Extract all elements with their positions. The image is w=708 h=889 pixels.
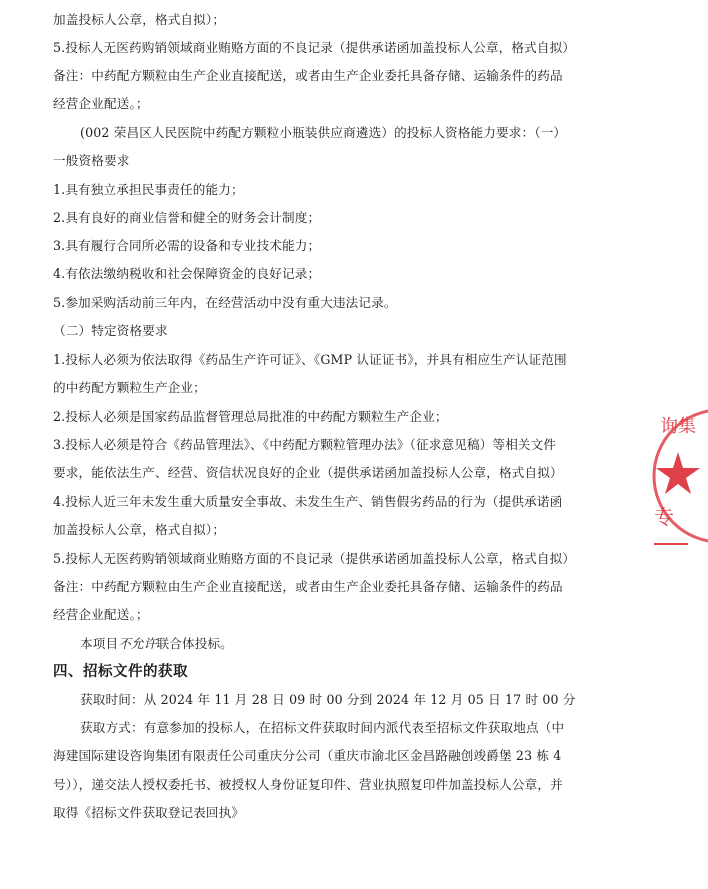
text-line: 加盖投标人公章，格式自拟）； — [53, 12, 226, 27]
text-line: 3.具有履行合同所必需的设备和专业技术能力； — [53, 238, 321, 253]
acquisition-method-line: 号）），递交法人授权委托书、被授权人身份证复印件、营业执照复印件加盖投标人公章，并 — [53, 777, 563, 792]
acquisition-method-line: 海建国际建设咨询集团有限责任公司重庆分公司（重庆市渝北区金昌路融创竣爵堡 23 栋 4 — [53, 748, 562, 763]
text-line: 经营企业配送。； — [53, 607, 149, 622]
acquisition-time: 获取时间：从 2024 年 11 月 28 日 09 时 00 分到 2024 年 12 月 05 日 17 时 00 分 — [80, 692, 576, 707]
text-line: 4.有依法缴纳税收和社会保障资金的良好记录； — [53, 266, 321, 281]
text-line: (002 荣昌区人民医院中药配方颗粒小瓶装供应商遴选）的投标人资格能力要求：（一） — [80, 125, 567, 140]
seal-text-top: 询集 — [660, 416, 696, 437]
text-line: 加盖投标人公章，格式自拟）； — [53, 522, 226, 537]
text-line: 1.具有独立承担民事责任的能力； — [53, 182, 244, 197]
text-line: 2.投标人必须是国家药品监督管理总局批准的中药配方颗粒生产企业； — [53, 409, 448, 424]
text-line: 3.投标人必须是符合《药品管理法》、《中药配方颗粒管理办法》（征求意见稿）等相关文件 — [53, 437, 557, 452]
text-line: 的中药配方颗粒生产企业； — [53, 380, 206, 395]
consortium-suffix: 联合体投标。 — [156, 636, 233, 651]
text-line: 要求，能依法生产、经营、资信状况良好的企业（提供承诺函加盖投标人公章，格式自拟） — [53, 465, 563, 480]
text-line: 经营企业配送。； — [53, 96, 149, 111]
text-line: 4.投标人近三年未发生重大质量安全事故、未发生生产、销售假劣药品的行为（提供承诺函 — [53, 494, 563, 509]
text-line: 5.投标人无医药购销领域商业贿赂方面的不良记录（提供承诺函加盖投标人公章，格式自拟） — [53, 40, 576, 55]
consortium-prefix: 本项目 — [80, 636, 119, 651]
seal-star-icon — [656, 452, 700, 494]
text-line: 备注：中药配方颗粒由生产企业直接配送，或者由生产企业委托具备存储、运输条件的药品 — [53, 579, 563, 594]
text-line: 备注：中药配方颗粒由生产企业直接配送，或者由生产企业委托具备存储、运输条件的药品 — [53, 68, 563, 83]
company-seal — [648, 400, 708, 552]
text-line: 1.投标人必须为依法取得《药品生产许可证》、《GMP 认证证书》，并具有相应生产认证范围 — [53, 352, 567, 367]
acquisition-method-line: 获取方式：有意参加的投标人，在招标文件获取时间内派代表至招标文件获取地点（中 — [80, 720, 565, 735]
seal-text-bottom: 专 — [654, 505, 674, 529]
acquisition-method-line: 取得《招标文件获取登记表回执》 — [53, 805, 245, 820]
consortium-statement — [80, 636, 233, 652]
text-line: 5.投标人无医药购销领域商业贿赂方面的不良记录（提供承诺函加盖投标人公章，格式自拟） — [53, 551, 576, 566]
text-line: （二）特定资格要求 — [53, 323, 168, 338]
consortium-emphasis: 不允许 — [118, 636, 157, 651]
text-line: 5.参加采购活动前三年内，在经营活动中没有重大违法记录。 — [53, 295, 397, 310]
text-line: 一般资格要求 — [53, 153, 130, 168]
text-line: 2.具有良好的商业信誉和健全的财务会计制度； — [53, 210, 321, 225]
section-heading: 四、招标文件的获取 — [53, 664, 188, 680]
